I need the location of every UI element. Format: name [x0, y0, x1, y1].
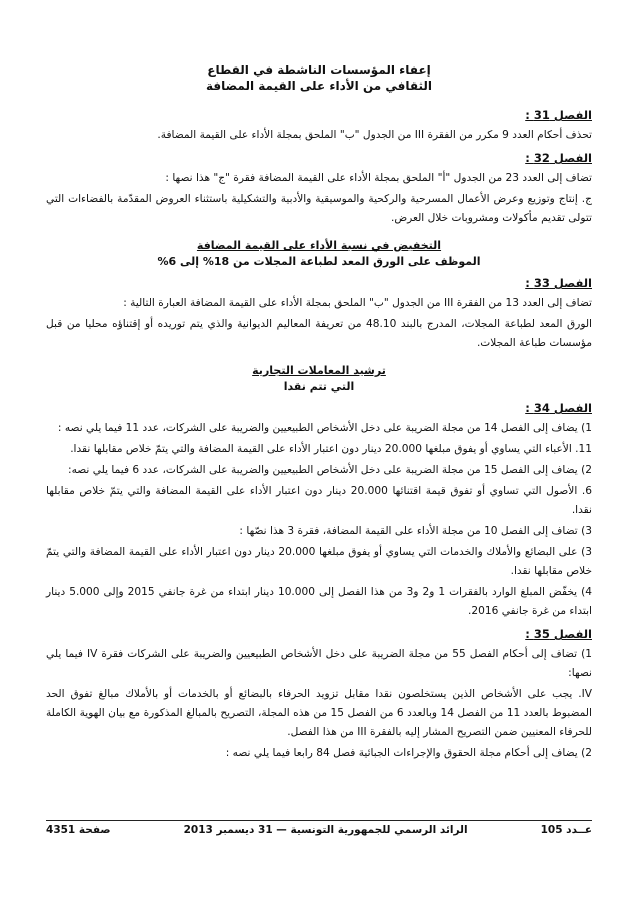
- article-33-paragraph-1: تضاف إلى العدد 13 من الفقرة III من الجدول "ب" الملحق بمجلة الأداء على القيمة المضافة العبارة التالية :: [123, 297, 592, 309]
- journal-name-date: الرائد الرسمي للجمهورية التونسية — 31 ديسمبر 2013: [183, 824, 468, 836]
- document-page: [46, 62, 592, 765]
- article-34-paragraph-6: 3) على البضائع والأملاك والخدمات التي يساوي أو يفوق مبلغها 20.000 دينار دون اعتبار الأداء على القيمة المضافة والتي يتمّ خلاص مقابلها نقدا.: [46, 546, 592, 577]
- article-34-paragraph-7: 4) يخفّض المبلغ الوارد بالفقرات 1 و2 و3 من هذا الفصل إلى 10.000 دينار ابتداء من غرة جانفي 2015 وإلى 5.000 دينار ابتداء من غرة جانفي 2016.: [46, 586, 593, 617]
- article-34-paragraph-3: 2) يضاف إلى الفصل 15 من مجلة الضريبة على دخل الأشخاص الطبيعيين والضريبة على الشركات، عدد 6 فيما يلي نصه:: [68, 464, 592, 476]
- article-34-heading: الفصل 34 :: [525, 401, 592, 415]
- page-number: صفحة 4351: [46, 824, 111, 836]
- article-32-heading: الفصل 32 :: [525, 151, 592, 165]
- article-35-paragraph-2: IV. يجب على الأشخاص الذين يستخلصون نقدا مقابل تزويد الحرفاء بالبضائع أو بالخدمات أو بالأملاك مبالغ تفوق الحد المضبوط بالعدد 11 من الفصل 14 وبالعدد 6 من الفصل 15 من هذه المجلة، التصريح بالمبالغ المذكورة مع بيان الهوية الكاملة للحرفاء المعنيين ضمن التصريح المشار إليه بالفقرة III من هذا الفصل.: [46, 688, 592, 738]
- article-33-paragraph-2: الورق المعد لطباعة المجلات، المدرج بالبند 48.10 من تعريفة المعاليم الديوانية والذي يتم توريده أو إقتناؤه محليا من قبل مؤسسات طباعة المجلات.: [46, 318, 592, 349]
- article-33-heading: الفصل 33 :: [525, 276, 592, 290]
- article-34-paragraph-2: 11. الأعباء التي يساوي أو يفوق مبلغها 20.000 دينار دون اعتبار الأداء على القيمة المضافة والتي يتمّ خلاص مقابلها نقدا.: [70, 443, 592, 455]
- document-title-line-1: إعفاء المؤسسات الناشطة في القطاع: [207, 63, 431, 77]
- issue-number: عــدد 105: [540, 824, 592, 836]
- article-34-paragraph-4: 6. الأصول التي تساوي أو تفوق قيمة اقتنائها 20.000 دينار دون اعتبار الأداء على القيمة المضافة والتي يتمّ خلاص مقابلها نقدا.: [46, 485, 592, 516]
- reduction-section-subtitle: الموظف على الورق المعد لطباعة المجلات من 18% إلى 6%: [157, 255, 481, 268]
- rationalization-section-title: ترشيد المعاملات التجارية: [252, 364, 386, 377]
- page-footer: [46, 820, 592, 836]
- article-32-paragraph-1: تضاف إلى العدد 23 من الجدول "أ" الملحق بمجلة الأداء على القيمة المضافة فقرة "ج" هذا نصها :: [165, 172, 592, 184]
- article-35-paragraph-1: 1) تضاف إلى أحكام الفصل 55 من مجلة الضريبة على دخل الأشخاص الطبيعيين والضريبة على الشركات فقرة IV فيما يلي نصها:: [46, 648, 593, 679]
- article-31-heading: الفصل 31 :: [525, 108, 592, 122]
- article-32-paragraph-2: ج. إنتاج وتوزيع وعرض الأعمال المسرحية والركحية والموسيقية والأدبية والتشكيلية باستثناء العروض المقدّمة بالفضاءات التي تتولى تقديم مأكولات ومشروبات خلال العرض.: [46, 193, 592, 224]
- article-35-paragraph-3: 2) يضاف إلى أحكام مجلة الحقوق والإجراءات الجبائية فصل 84 رابعا فيما يلي نصه :: [225, 747, 592, 759]
- document-title-line-2: الثقافي من الأداء على القيمة المضافة: [205, 79, 433, 93]
- article-34-paragraph-1: 1) يضاف إلى الفصل 14 من مجلة الضريبة على دخل الأشخاص الطبيعيين والضريبة على الشركات، عدد 11 فيما يلي نصه :: [57, 422, 592, 434]
- article-35-heading: الفصل 35 :: [525, 627, 592, 641]
- rationalization-section-subtitle: التي تتم نقدا: [283, 380, 355, 393]
- article-31-paragraph: تحذف أحكام العدد 9 مكرر من الفقرة III من الجدول "ب" الملحق بمجلة الأداء على القيمة المضافة.: [157, 129, 592, 141]
- reduction-section-title: التخفيض في نسبة الأداء على القيمة المضافة: [196, 239, 442, 252]
- article-34-paragraph-5: 3) تضاف إلى الفصل 10 من مجلة الأداء على القيمة المضافة، فقرة 3 هذا نصّها :: [239, 525, 592, 537]
